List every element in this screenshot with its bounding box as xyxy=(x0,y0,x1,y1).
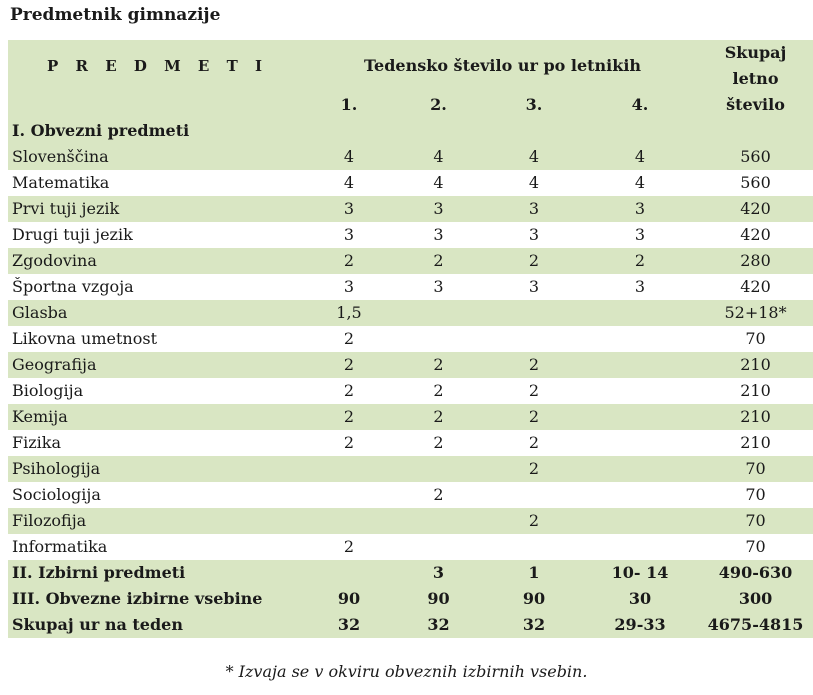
subject-row xyxy=(8,378,813,404)
total-cell: 210 xyxy=(698,430,813,456)
total-cell: 420 xyxy=(698,274,813,300)
y1-cell: 4 xyxy=(307,170,391,196)
y4-cell xyxy=(582,300,698,326)
total-cell: 420 xyxy=(698,222,813,248)
y2-cell: 2 xyxy=(391,404,486,430)
curriculum-table xyxy=(8,40,813,638)
y4-cell: 3 xyxy=(582,274,698,300)
subject-name: Likovna umetnost xyxy=(8,326,307,352)
y3-cell: 2 xyxy=(486,430,582,456)
total-cell: 560 xyxy=(698,144,813,170)
y3-cell: 2 xyxy=(486,248,582,274)
y1-cell: 3 xyxy=(307,274,391,300)
y3-cell: 2 xyxy=(486,404,582,430)
y3-cell: 1 xyxy=(486,560,582,586)
y4-cell xyxy=(582,352,698,378)
total-cell: 210 xyxy=(698,378,813,404)
y3-cell: 4 xyxy=(486,170,582,196)
subject-row xyxy=(8,274,813,300)
year-4-header: 4. xyxy=(582,92,698,118)
subject-row xyxy=(8,456,813,482)
total-cell: 70 xyxy=(698,456,813,482)
y2-cell: 32 xyxy=(391,612,486,638)
y4-cell xyxy=(582,404,698,430)
y4-cell: 2 xyxy=(582,248,698,274)
subject-row xyxy=(8,196,813,222)
y1-cell: 2 xyxy=(307,378,391,404)
y3-cell: 4 xyxy=(486,144,582,170)
subject-name: II. Izbirni predmeti xyxy=(8,560,307,586)
year-1-header: 1. xyxy=(307,92,391,118)
total-cell: 70 xyxy=(698,508,813,534)
year-header-blank xyxy=(8,92,307,118)
total-cell: 70 xyxy=(698,534,813,560)
y2-cell: 90 xyxy=(391,586,486,612)
y3-cell xyxy=(486,534,582,560)
y1-cell: 90 xyxy=(307,586,391,612)
y2-cell: 2 xyxy=(391,482,486,508)
subject-name: Kemija xyxy=(8,404,307,430)
y3-cell: 3 xyxy=(486,222,582,248)
summary-row xyxy=(8,560,813,586)
y3-cell: 2 xyxy=(486,378,582,404)
year-3-header: 3. xyxy=(486,92,582,118)
subject-name: Fizika xyxy=(8,430,307,456)
y4-cell: 3 xyxy=(582,196,698,222)
y4-cell: 3 xyxy=(582,222,698,248)
footnote: * Izvaja se v okviru obveznih izbirnih vsebin. xyxy=(225,662,588,681)
y1-cell xyxy=(307,456,391,482)
y3-cell: 2 xyxy=(486,456,582,482)
y4-cell: 10- 14 xyxy=(582,560,698,586)
total-cell: 70 xyxy=(698,326,813,352)
subject-row xyxy=(8,326,813,352)
subject-name: Glasba xyxy=(8,300,307,326)
subject-name: Zgodovina xyxy=(8,248,307,274)
subject-name: Psihologija xyxy=(8,456,307,482)
category-row xyxy=(8,118,813,144)
subject-name: Športna vzgoja xyxy=(8,274,307,300)
subject-row xyxy=(8,404,813,430)
summary-row xyxy=(8,586,813,612)
subject-name: Biologija xyxy=(8,378,307,404)
y4-cell xyxy=(582,534,698,560)
y1-cell: 2 xyxy=(307,352,391,378)
total-cell: 280 xyxy=(698,248,813,274)
total-cell: 300 xyxy=(698,586,813,612)
y2-cell: 2 xyxy=(391,378,486,404)
y1-cell: 2 xyxy=(307,326,391,352)
y1-cell: 1,5 xyxy=(307,300,391,326)
total-cell: 70 xyxy=(698,482,813,508)
header-predmeti: P R E D M E T I xyxy=(8,40,307,92)
subject-name: Filozofija xyxy=(8,508,307,534)
subject-row xyxy=(8,248,813,274)
subject-name: Slovenščina xyxy=(8,144,307,170)
subject-name: Informatika xyxy=(8,534,307,560)
subject-name: III. Obvezne izbirne vsebine xyxy=(8,586,307,612)
subject-row xyxy=(8,352,813,378)
y3-cell xyxy=(486,326,582,352)
header-skupaj-line1: Skupaj xyxy=(724,43,787,62)
y1-cell: 3 xyxy=(307,196,391,222)
subject-name: Prvi tuji jezik xyxy=(8,196,307,222)
y2-cell xyxy=(391,508,486,534)
total-cell: 210 xyxy=(698,404,813,430)
y4-cell xyxy=(582,456,698,482)
total-cell: 560 xyxy=(698,170,813,196)
header-skupaj xyxy=(698,40,813,92)
subject-row xyxy=(8,430,813,456)
y2-cell: 3 xyxy=(391,560,486,586)
header-tedensko: Tedensko število ur po letnikih xyxy=(307,40,698,92)
summary-row xyxy=(8,612,813,638)
subject-row xyxy=(8,508,813,534)
y4-cell: 29-33 xyxy=(582,612,698,638)
subject-row xyxy=(8,482,813,508)
total-cell: 210 xyxy=(698,352,813,378)
y3-cell: 90 xyxy=(486,586,582,612)
year-header-row xyxy=(8,92,813,118)
year-2-header: 2. xyxy=(391,92,486,118)
y1-cell: 4 xyxy=(307,144,391,170)
y1-cell xyxy=(307,560,391,586)
subject-name: Sociologija xyxy=(8,482,307,508)
y1-cell: 3 xyxy=(307,222,391,248)
y1-cell: 2 xyxy=(307,430,391,456)
total-cell: 490-630 xyxy=(698,560,813,586)
y2-cell: 2 xyxy=(391,430,486,456)
y4-cell xyxy=(582,326,698,352)
header-skupaj-line2: letno xyxy=(732,69,779,88)
total-cell: 420 xyxy=(698,196,813,222)
y3-cell xyxy=(486,482,582,508)
y4-cell: 30 xyxy=(582,586,698,612)
y1-cell: 2 xyxy=(307,248,391,274)
y4-cell xyxy=(582,378,698,404)
subject-name: Geografija xyxy=(8,352,307,378)
y1-cell: 32 xyxy=(307,612,391,638)
subject-row xyxy=(8,300,813,326)
y4-cell xyxy=(582,430,698,456)
y2-cell xyxy=(391,456,486,482)
y2-cell: 3 xyxy=(391,274,486,300)
subject-name: Matematika xyxy=(8,170,307,196)
subject-row xyxy=(8,170,813,196)
y1-cell: 2 xyxy=(307,404,391,430)
y1-cell: 2 xyxy=(307,534,391,560)
header-stevilo: število xyxy=(698,92,813,118)
subject-name: Drugi tuji jezik xyxy=(8,222,307,248)
total-cell: 52+18* xyxy=(698,300,813,326)
y3-cell: 32 xyxy=(486,612,582,638)
y3-cell xyxy=(486,300,582,326)
y3-cell: 2 xyxy=(486,508,582,534)
y2-cell xyxy=(391,534,486,560)
total-cell: 4675-4815 xyxy=(698,612,813,638)
y4-cell: 4 xyxy=(582,144,698,170)
y2-cell xyxy=(391,300,486,326)
y1-cell xyxy=(307,482,391,508)
y2-cell: 2 xyxy=(391,248,486,274)
y2-cell xyxy=(391,326,486,352)
y2-cell: 4 xyxy=(391,170,486,196)
subject-row xyxy=(8,144,813,170)
y3-cell: 2 xyxy=(486,352,582,378)
y2-cell: 3 xyxy=(391,196,486,222)
y4-cell: 4 xyxy=(582,170,698,196)
y3-cell: 3 xyxy=(486,196,582,222)
subject-row xyxy=(8,222,813,248)
subject-row xyxy=(8,534,813,560)
y4-cell xyxy=(582,508,698,534)
y2-cell: 3 xyxy=(391,222,486,248)
header-row xyxy=(8,40,813,92)
y2-cell: 4 xyxy=(391,144,486,170)
y3-cell: 3 xyxy=(486,274,582,300)
y4-cell xyxy=(582,482,698,508)
y2-cell: 2 xyxy=(391,352,486,378)
subject-name: Skupaj ur na teden xyxy=(8,612,307,638)
y1-cell xyxy=(307,508,391,534)
page-title: Predmetnik gimnazije xyxy=(10,5,221,25)
category-label: I. Obvezni predmeti xyxy=(8,118,307,144)
